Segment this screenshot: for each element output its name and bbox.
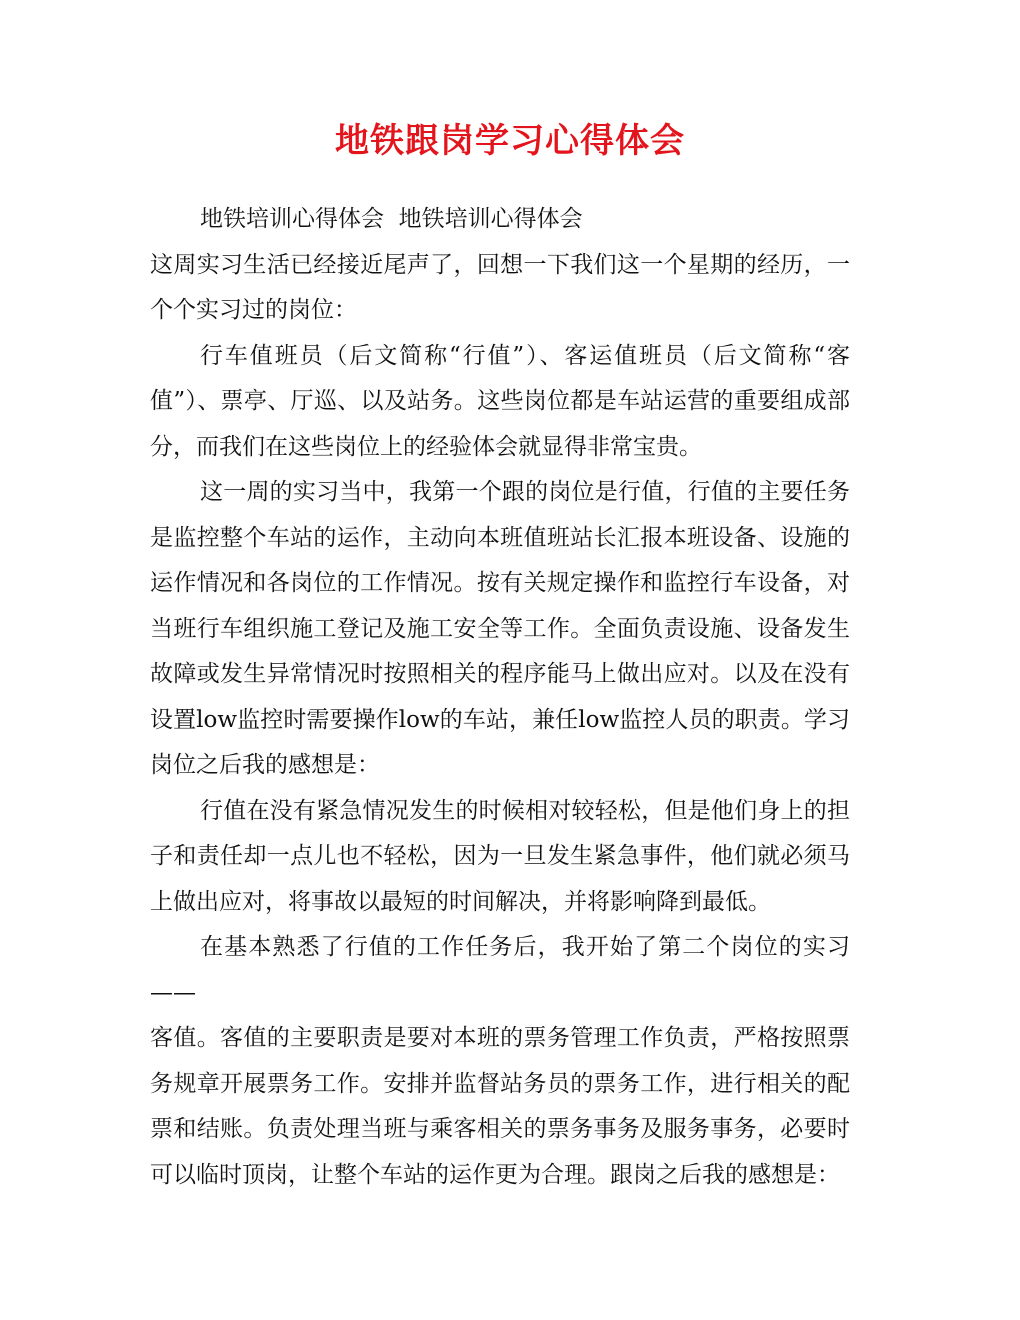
document-subtitle: 地铁培训心得体会 地铁培训心得体会	[200, 206, 583, 232]
document-body	[150, 197, 850, 1198]
paragraph-passenger-duty: 客值。客值的主要职责是要对本班的票务管理工作负责，严格按照票务规章开展票务工作。安排并监督站务员的票务工作，进行相关的配票和结账。负责处理当班与乘客相关的票务事务及服务事务，必要时可以临时顶岗，让整个车站的运作更为合理。跟岗之后我的感想是：	[150, 1025, 850, 1188]
paragraph-traffic-reflection: 行值在没有紧急情况发生的时候相对较轻松，但是他们身上的担子和责任却一点儿也不轻松，因为一旦发生紧急事件，他们就必须马上做出应对，将事故以最短的时间解决，并将影响降到最低。	[150, 797, 850, 915]
document-title: 地铁跟岗学习心得体会	[335, 121, 685, 161]
paragraph-traffic-duty: 这一周的实习当中，我第一个跟的岗位是行值，行值的主要任务是监控整个车站的运作，主动向本班值班站长汇报本班设备、设施的运作情况和各岗位的工作情况。按有关规定操作和监控行车设备，对当班行车组织施工登记及施工安全等工作。全面负责设施、设备发生故障或发生异常情况时按照相关的程序能马上做出应对。以及在没有设置low监控时需要操作low的车站，兼任low监控人员的职责。学习岗位之后我的感想是：	[150, 479, 850, 778]
paragraph-second-position: 在基本熟悉了行值的工作任务后，我开始了第二个岗位的实习 ——	[150, 934, 850, 1006]
paragraph-intro: 这周实习生活已经接近尾声了，回想一下我们这一个星期的经历，一个个实习过的岗位：	[150, 251, 850, 323]
paragraph-positions: 行车值班员（后文简称“行值”）、客运值班员（后文简称“客值”）、票亭、厅巡、以及站务。这些岗位都是车站运营的重要组成部分，而我们在这些岗位上的经验体会就显得非常宝贵。	[150, 342, 850, 460]
